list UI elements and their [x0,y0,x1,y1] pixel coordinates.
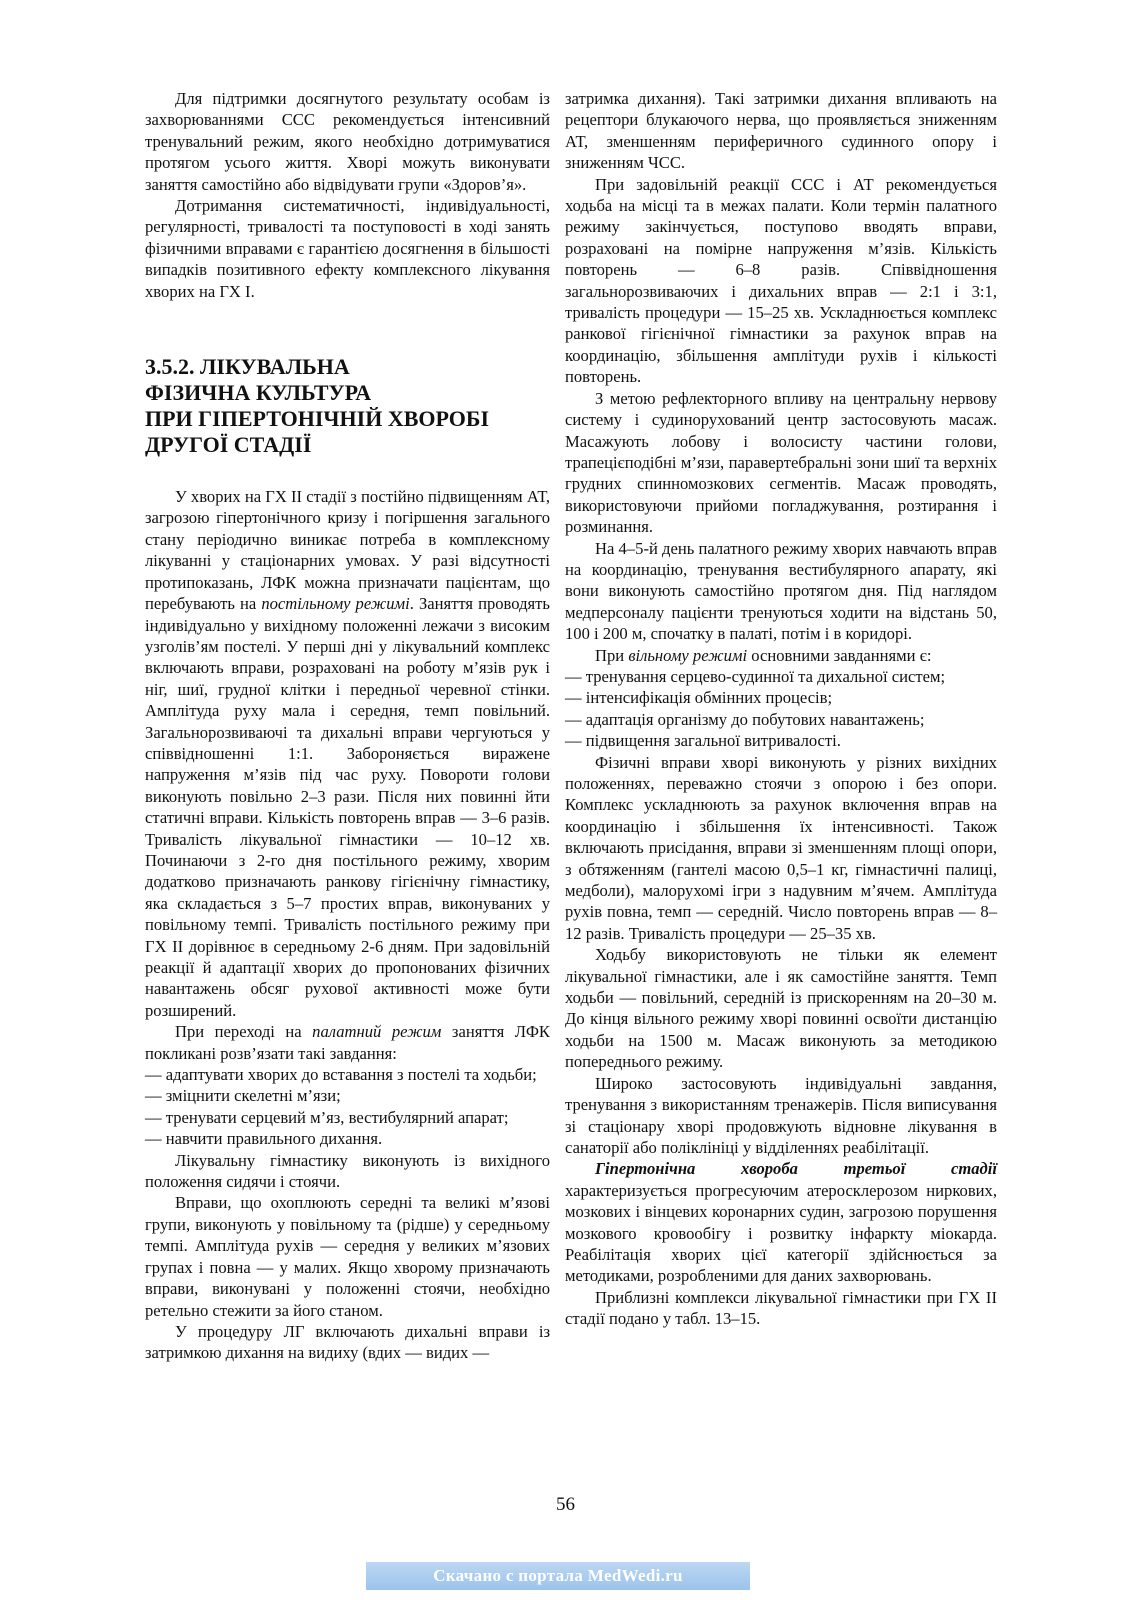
emphasis-free-regime: вільному режимі [628,645,748,665]
left-column [145,88,550,1364]
list-item: — навчити правильного дихання. [145,1129,383,1149]
text-run: У хворих на ГХ ІІ стадії з постійно підвищенням АТ, загрозою гіпертонічного кризу і погіршення загального стану періодично виникає потреба в комплексному лікуванні у стаціонарних умовах. У разі відсутності протипоказань, ЛФК можна призначати пацієнтам, що перебувають на [145,487,550,614]
paragraph [145,486,550,1021]
text-run: При переході на [175,1022,302,1042]
page-number: 56 [556,1494,575,1515]
text-run: характеризується прогресуючим атеросклерозом ниркових, мозкових і вінцевих коронарних судин, загрозою порушення мозкового кровообігу і розвитку інфаркту міокарда. Реабілітація хворих цієї категорії здійснюється за методиками, розробленими для даних захворювань. [565,1180,997,1286]
paragraph: На 4–5-й день палатного режиму хворих навчають вправ на координацію, тренування вестибулярного апарату, які вони виконують самостійно протягом дня. Під наглядом медперсоналу пацієнти тренуються ходити на відстань 50, 100 і 200 м, спочатку в палаті, потім і в коридорі. [565,538,997,644]
paragraph [145,1021,550,1064]
list-item: — адаптувати хворих до вставання з постелі та ходьби; [145,1065,537,1085]
text-run: . Заняття проводять індивідуально у вихідному положенні лежачи з високим узголів’ям постелі. У перші дні у лікувальний комплекс включають вправи, розраховані на роботу м’язів рук і ніг, шиї, грудної клітки і передньої черевної стінки. Амплітуда руху мала і середня, темп повільний. Загальнорозвиваючі та дихальні вправи чергуються у співвідношенні 1:1. Забороняється виражене напруження м’язів під час руху. Повороти голови виконують повільно 2–3 рази. Після них повинні йти статичні вправи. Кількість повторень вправ — 3–6 разів. Тривалість лікувальної гімнастики — 10–12 хв. Починаючи з 2-го дня постільного режиму, хворим додатково призначають ранкову гігієнічну гімнастику, яка складається з 5–7 простих вправ, виконуваних у повільному темпі. Тривалість постільного режиму при ГХ ІІ дорівнює в середньому 2-6 дням. При задовільній реакції й адаптації хворих до пропонованих фізичних навантажень обсяг рухової активності може бути розширений. [145,594,550,1020]
paragraph: затримка дихання). Такі затримки дихання впливають на рецептори блукаючого нерва, що проявляється зниженням АТ, зменшенням периферичного судинного опору і зниженням ЧСС. [565,89,997,173]
bold-italic-term: Гіпертонічна хвороба третьої стадії [595,1159,997,1179]
paragraph [565,645,997,666]
heading-line: ФІЗИЧНА КУЛЬТУРА [145,380,372,406]
emphasis-bed-regime: постільному режимі [261,594,410,614]
list-item: — зміцнити скелетні м’язи; [145,1086,341,1106]
paragraph: Для підтримки досягнутого результату особам із захворюваннями ССС рекомендується інтенсивний тренувальний режим, якого необхідно дотримуватися протягом усього життя. Хворі можуть виконувати заняття самостійно або відвідувати групи «Здоров’я». [145,89,550,194]
paragraph: При задовільній реакції ССС і АТ рекомендується ходьба на місці та в межах палати. Коли термін палатного режиму закінчується, поступово вводять вправи, розраховані на помірне напруження м’язів. Кількість повторень — 6–8 разів. Співвідношення загальнорозвиваючих і дихальних вправ — 2:1 і 3:1, тривалість процедури — 15–25 хв. Ускладнюється комплекс ранкової гігієнічної гімнастики за рахунок вправ на координацію, збільшення амплітуди рухів і кількості повторень. [565,174,997,387]
paragraph: Приблизні комплекси лікувальної гімнастики при ГХ ІІ стадії подано у табл. 13–15. [565,1287,997,1329]
list-item: — підвищення загальної витривалості. [565,731,841,751]
paragraph: Широко застосовують індивідуальні завдання, тренування з використанням тренажерів. Після виписування зі стаціонару хворі продовжують відновне лікування в санаторії або поліклініці у відділеннях реабілітації. [565,1073,997,1157]
list-item: — тренувати серцевий м’яз, вестибулярний апарат; [145,1107,509,1127]
emphasis-ward-regime: палатний режим [312,1022,442,1042]
heading-line: 3.5.2. ЛІКУВАЛЬНА [145,354,350,380]
paragraph: Вправи, що охоплюють середні та великі м’язові групи, виконують у повільному та (рідше) у середньому темпі. Амплітуда рухів — середня у великих м’язових групах і повна — у малих. Якщо хворому призначають вправи, виконувані у положенні стоячи, необхідно ретельно стежити за його станом. [145,1193,550,1320]
text-run: При [595,645,625,665]
watermark-banner: Скачано с портала MedWedi.ru [366,1562,750,1590]
heading-line: ПРИ ГІПЕРТОНІЧНІЙ ХВОРОБІ [145,406,490,432]
paragraph: У процедуру ЛГ включають дихальні вправи із затримкою дихання на видиху (вдих — видих — [145,1321,550,1363]
section-heading [145,354,550,458]
paragraph: Фізичні вправи хворі виконують у різних вихідних положеннях, переважно стоячи з опорою і без опори. Комплекс ускладнюють за рахунок включення вправ на координацію і збільшення їх інтенсивності. Також включають присідання, вправи зі зменшенням площі опори, з обтяженням (гантелі масою 0,5–1 кг, гімнастичні палиці, медболи), малорухомі ігри з надувним м’ячем. Амплітуда рухів повна, темп — середній. Число повторень вправ — 8–12 разів. Тривалість процедури — 25–35 хв. [565,752,997,943]
paragraph: Дотримання систематичності, індивідуальності, регулярності, тривалості та поступовості в ході занять фізичними вправами є гарантією досягнення в більшості випадків позитивного ефекту комплексного лікування хворих на ГХ І. [145,196,550,301]
list-item: — адаптація організму до побутових навантажень; [565,709,925,729]
paragraph [565,1158,997,1286]
paragraph: Лікувальну гімнастику виконують із вихідного положення сидячи і стоячи. [145,1150,550,1192]
text-run: заняття ЛФК покликані розв’язати такі завдання: [145,1022,550,1063]
heading-line: ДРУГОЇ СТАДІЇ [145,432,312,458]
text-run: основними завданнями є: [751,645,932,665]
list-item: — інтенсифікація обмінних процесів; [565,688,833,708]
paragraph: З метою рефлекторного впливу на центральну нервову систему і судинорухований центр застосовують масаж. Масажують лобову і волосисту частини голови, трапецієподібні м’язи, паравертебральні зони шиї та верхніх грудних спинномозкових сегментів. Масаж проводять, використовуючи прийоми погладжування, розтирання і розминання. [565,388,997,537]
paragraph: Ходьбу використовують не тільки як елемент лікувальної гімнастики, але і як самостійне заняття. Темп ходьби — повільний, середній із прискоренням на 20–30 м. До кінця вільного режиму хворі повинні освоїти дистанцію ходьби на 1500 м. Масаж виконують за методикою попереднього режиму. [565,945,997,1072]
right-column [565,88,997,1330]
list-item: — тренування серцево-судинної та дихальної систем; [565,666,946,686]
